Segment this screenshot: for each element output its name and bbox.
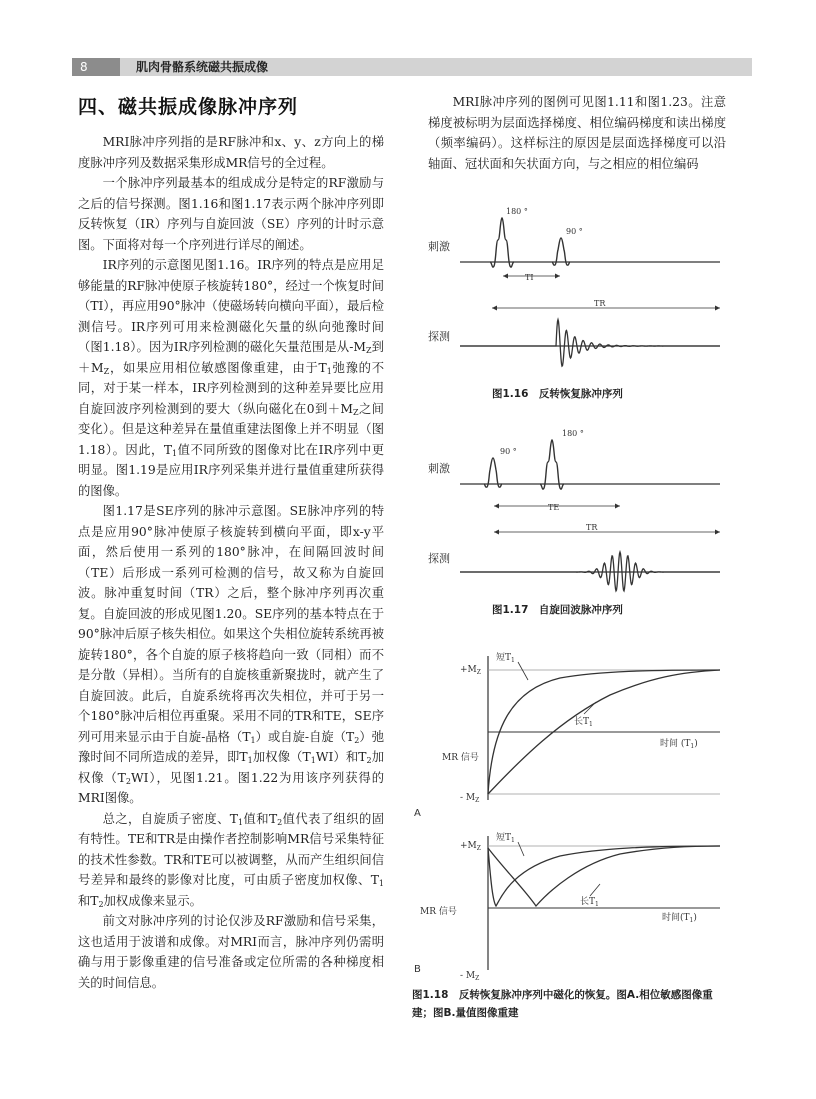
fig16-pulse-180 [490,218,514,267]
left-paragraph-6: 前文对脉冲序列的讨论仅涉及RF激励和信号采集，这也适用于波谱和成像。对MRI而言，脉冲序列仍需明确与用于影像重建的信号准备或定位所需的各种梯度相关的时间信息。 [78,914,384,990]
fig18b-xlabel: 时间$(T_1)$ [662,913,697,924]
fig16-pulse1-label: 180 ° [506,207,528,216]
fig17-pulse-180 [540,440,564,489]
fig18b-short-label: 短$T_1$ [496,833,515,844]
fig18a-xlabel: 时间 $(T_1)$ [660,739,698,750]
page-number: 8 [72,58,120,76]
fig17-excite-label: 刺激 [428,462,450,475]
fig18b-plot [410,830,730,980]
left-paragraph-1: MRI脉冲序列指的是RF脉冲和x、y、z方向上的梯度脉冲序列及数据采集形成MR信号的全过程。 [78,135,384,170]
fig16-diagram [420,200,740,390]
figure-1-18b [410,830,730,980]
figure-1-18a [410,650,730,822]
fig16-excite-label: 刺激 [428,240,450,253]
fig17-te-label: TE [548,503,560,512]
fig17-pulse1-label: 90 ° [500,447,517,456]
figure-1-16 [420,200,740,390]
fig18b-short-t1-curve [488,846,720,906]
fig18a-ylabel: MR 信号 [442,753,479,763]
right-column [428,92,726,174]
fig17-diagram [420,420,740,600]
page-header [72,58,752,76]
fig18b-bottom-label: - $M_Z$ [460,971,480,982]
fig17-tr-label: TR [586,523,598,532]
section-title: 四、磁共振成像脉冲序列 [78,96,299,118]
fig18a-panel-letter: A [414,808,421,819]
fig17-caption: 图1.17 自旋回波脉冲序列 [492,604,623,616]
fig18b-long-label: 长$T_1$ [580,897,599,908]
fig18b-ylabel: MR 信号 [420,907,457,917]
fig16-pulse-90 [552,238,570,265]
book-title: 肌肉骨骼系统磁共振成像 [136,60,269,74]
fig18a-short-label: 短$T_1$ [496,653,515,664]
right-paragraph: MRI脉冲序列的图例可见图1.11和图1.23。注意梯度被标明为层面选择梯度、相位编码梯度和读出梯度（频率编码）。这样标注的原因是层面选择梯度可以沿轴面、冠状面和矢状面方向，与之相应的相位编码 [428,95,726,171]
left-paragraph-2: 一个脉冲序列最基本的组成成分是特定的RF激励与之后的信号探测。图1.16和图1.17表示两个脉冲序列即反转恢复（IR）序列与自旋回波（SE）序列的计时示意图。下面将对每一个序列进行详尽的阐述。 [78,176,384,252]
figure-1-17 [420,420,740,600]
fig18a-top-label: $+M_Z$ [460,665,481,676]
fig16-tr-label: TR [594,299,606,308]
fig18b-panel-letter: B [414,964,421,975]
fig16-fid-signal [460,320,720,367]
fig17-pulse-90 [484,458,502,487]
fig18a-bottom-label: - $M_Z$ [460,793,480,804]
fig18a-long-label: 长$T_1$ [574,717,593,728]
fig17-pulse2-label: 180 ° [562,429,584,438]
fig17-detect-label: 探测 [428,552,450,565]
left-paragraph-5: 总之，自旋质子密度、$T_1$值和$T_2$值代表了组织的固有特性。TE和TR是由操作者控制影响MR信号采集特征的技术性参数。TR和TE可以被调整，从而产生组织间信号差异和最终的影像对比度，可由质子密度加权像、$T_1$和$T_2$加权成像来显示。 [78,811,384,909]
fig16-ti-label: TI [525,273,534,282]
fig18b-long-t1-curve [488,846,720,906]
fig16-caption: 图1.16 反转恢复脉冲序列 [492,388,623,400]
fig16-pulse2-label: 90 ° [566,227,583,236]
fig17-echo-signal [460,552,720,591]
fig18b-short-pointer [518,842,524,856]
fig18b-top-label: $+M_Z$ [460,841,481,852]
fig18b-long-pointer [590,884,600,896]
left-paragraph-4: 图1.17是SE序列的脉冲示意图。SE脉冲序列的特点是应用90°脉冲使原子核旋转到横向平面，即x-y平面，然后使用一系列的180°脉冲，在间隔回波时间（TE）后形成一系列可检测的信号，故又称为自旋回波。脉冲重复时间（TR）之后，整个脉冲序列再次重复。自旋回波的形成见图1.20。SE序列的基本特点在于90°脉冲后原子核失相位。如果这个失相位旋转系统再被旋转180°，各个自旋的原子核将趋向一致（同相）而不是分散（异相）。当所有的自旋核重新聚拢时，就产生了自旋回波。此后，自旋系统将再次失相位，并可于另一个180°脉冲后相位再重聚。采用不同的TR和TE，SE序列可用来显示由于自旋-晶格$(T_1)$或自旋-自旋$(T_2)$弛豫时间不同所造成的差异，即$T_1$加权像$(T_1WI)$和$T_2$加权像$(T_2WI)$，见图1.21。图1.22为用该序列获得的MRI图像。 [78,504,385,805]
fig18a-plot [410,650,730,822]
left-column [78,132,384,993]
fig16-detect-label: 探测 [428,330,450,343]
fig18-caption: 图1.18 反转恢复脉冲序列中磁化的恢复。图A.相位敏感图像重建；图B.量值图像重建 [412,989,713,1019]
left-paragraph-3: IR序列的示意图见图1.16。IR序列的特点是应用足够能量的RF脉冲使原子核旋转180°，经过一个恢复时间（TI），再应用90°脉冲（使磁场转向横向平面），最后检测信号。IR序列可用来检测磁化矢量的纵向弛豫时间（图1.18）。因为IR序列检测的磁化矢量范围是从$-M_Z$到$+M_Z$，如果应用相位敏感图像重建，由于$T_1$弛豫的不同，对于某一样本，IR序列检测到的这种差异要比应用自旋回波序列检测到的要大（纵向磁化在0到$+M_Z$之间变化）。但是这种差异在量值重建法图像上并不明显（图1.18）。因此，$T_1$值不同所致的图像对比在IR序列中更明显。图1.19是应用IR序列采集并进行量值重建所获得的图像。 [78,258,384,498]
fig18a-short-pointer [518,662,528,680]
